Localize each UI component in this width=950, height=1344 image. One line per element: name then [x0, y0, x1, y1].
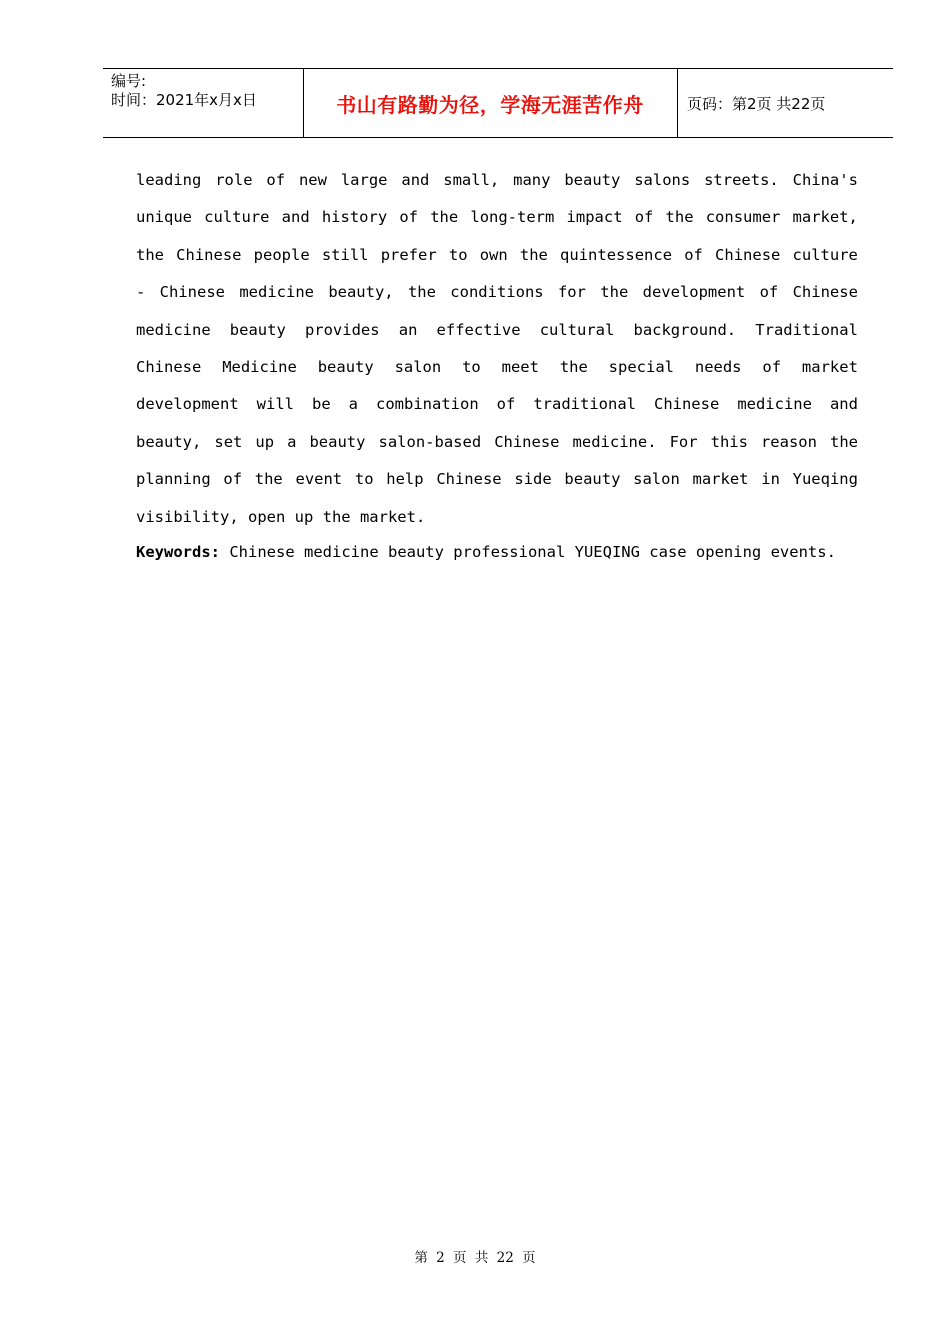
- abstract-body: [136, 162, 858, 571]
- abstract-line: leading role of new large and small, many beauty salons streets. China's: [136, 171, 858, 189]
- header-page-cell: [678, 69, 893, 137]
- serial-label: 编号:: [111, 72, 147, 90]
- keywords-label: Keywords:: [136, 542, 220, 561]
- keywords-line: [136, 534, 858, 571]
- abstract-line: - Chinese medicine beauty, the conditions for the development of Chinese: [136, 283, 858, 302]
- abstract-line: development will be a combination of traditional Chinese medicine and: [136, 395, 858, 414]
- abstract-line: unique culture and history of the long-term impact of the consumer market,: [136, 208, 858, 227]
- page-header: [103, 68, 893, 138]
- abstract-line: the Chinese people still prefer to own the quintessence of Chinese culture: [136, 245, 858, 264]
- motto-text: 书山有路勤为径，学海无涯苦作舟: [336, 92, 644, 117]
- abstract-line: Chinese Medicine beauty salon to meet the special needs of market: [136, 357, 858, 376]
- date-text: 时间：2021年x月x日: [111, 91, 257, 109]
- header-page-code: 页码：第2页 共22页: [687, 94, 826, 113]
- abstract-line: medicine beauty provides an effective cultural background. Traditional: [136, 320, 858, 339]
- abstract-line: visibility, open up the market.: [136, 507, 426, 526]
- header-motto-cell: [303, 69, 678, 137]
- header-info-cell: [103, 69, 304, 137]
- keywords-text: Chinese medicine beauty professional YUEQING case opening events.: [229, 542, 836, 561]
- page-footer: 第 2 页 共 22 页: [414, 1250, 536, 1266]
- abstract-line: planning of the event to help Chinese side beauty salon market in Yueqing: [136, 470, 858, 489]
- abstract-line: beauty, set up a beauty salon-based Chinese medicine. For this reason the: [136, 432, 858, 451]
